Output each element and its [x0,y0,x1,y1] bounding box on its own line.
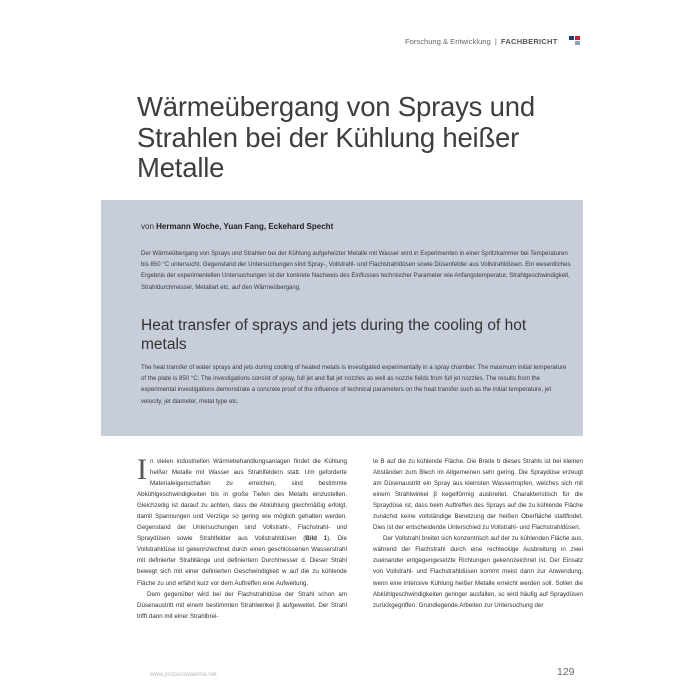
paragraph: te B auf die zu kühlende Fläche. Die Breite b dieses Strahls ist bei kleinen Abständen zum Blech im Allgemeinen sehr gering. Die Spraydüse erzeugt am Düsenaustritt ein Spray aus kleinsten Wassertropfen, welches sich mit einem Strahlwinkel β kegelförmig ausbreitet. Charakteristisch für die Spraydüse ist, dass beim Auftreffen des Sprays auf die zu kühlende Fläche zunächst keine vollständige Benetzung der heißen Oberfläche stattfindet. Dies ist der entscheidende Unterschied zu Vollstrahl- und Flachstrahldüsen. [373,458,583,532]
body-column-left [137,453,347,622]
drop-cap: I [137,453,147,486]
abstract-english: The heat transfer of water sprays and jets during cooling of heated metals is investigated experimentally in a spray chamber. The maximum initial temperature of the plate is 850 °C. The investigations consist of spray, full jet and flat jet nozzles as well as nozzle fields from full jet nozzles. The results from the experimental investigations demonstrate a concrete proof of the influence of technical parameters on the heat transfer such as the initial temperature, jet velocity, jet diameter, metal type etc. [141,364,567,405]
publisher-logo-icon [569,36,583,45]
body-column-right [373,456,583,611]
abstract-german: Der Wärmeübergang von Sprays und Strahlen bei der Kühlung aufgeheizter Metalle mit Wasser wird in Experimenten in einer Spritzkammer bei Temperaturen bis 850 °C untersucht. Gegenstand der Untersuchungen sind Spray-, Vollstrahl- und Flachstrahldüsen sowie Düsenfelder aus Vollstrahldüsen. Ein wesentliches Ergebnis der experimentellen Untersuchungen ist der konkrete Nachweis des Einflusses technischer Parameter wie Anfangstemperatur, Strahlgeschwindigkeit, Strahldurchmesser, Metallart etc. auf den Wärmeübergang. [141,250,571,291]
paragraph-text: n vielen industriellen Wärmebehandlungsanlagen findet die Kühlung heißer Metalle mit Wasser aus Strahlfeldern statt. Um geforderte Materialeigenschaften zu erreichen, sind bestimmte Abkühlgeschwindigkeiten bis in große Tiefen des Metalls einzustellen. Gleichzeitig ist darauf zu achten, dass die Abkühlung gleichmäßig erfolgt, damit Spannungen und Verzüge so gering wie möglich gehalten werden. Gegenstand der Untersuchungen sind Vollstrahl-, Flachstrahl- und Spraydüsen sowie Strahlfelder aus Vollstrahldüsen ( [137,458,347,543]
logo-square-blue [569,36,574,40]
footer-url: www.prozesswaerme.net [150,672,217,678]
paragraph: Der Vollstrahl breitet sich konzentrisch auf der zu kühlenden Fläche aus, während der Flachstrahl durch eine rechteckige Ausbreitung in zwei zueinander entgegengesetzte Richtungen gekennzeichnet ist. Der Einsatz von Vollstrahl- und Flachstrahldüsen kommt meist dann zur Anwendung, wenn eine intensive Kühlung heißer Metalle erreicht werden soll. Sollen die Abkühlgeschwindigkeiten geringer ausfallen, so wird häufig auf Spraydüsen zurückgegriffen. Grundlegende Arbeiten zur Untersuchung der [373,535,583,609]
byline-prefix: von [141,222,154,231]
figure-reference: Bild 1 [305,535,328,543]
abstract-box [101,200,583,436]
logo-square-red [575,36,580,40]
running-header [405,37,558,46]
header-section: Forschung & Entwicklung [405,37,491,46]
byline-authors: Hermann Woche, Yuan Fang, Eckehard Specht [156,222,334,231]
page-number: 129 [557,666,575,678]
paragraph [137,453,347,589]
article-title: Wärmeübergang von Sprays und Strahlen bei der Kühlung heißer Metalle [137,91,535,183]
logo-square-lightblue [575,41,580,45]
english-title: Heat transfer of sprays and jets during the cooling of hot metals [141,317,527,353]
paragraph-text: ). Die Vollstrahldüse ist gekennzeichnet durch einen geschlossenen Wasserstrahl mit definierter Strahllänge und definiertem Durchmesser d. Dieser Strahl bewegt sich mit einer definierten Geschwindigkeit w auf die zu kühlende Fläche zu und erfährt kurz vor dem Auftreffen eine Aufweitung. [137,535,347,587]
byline [141,222,333,231]
paragraph: Dem gegenüber wird bei der Flachstrahldüse der Strahl schon am Düsenaustritt mit einem bestimmten Strahlwinkel β aufgeweitet. Der Strahl trifft dann mit einer Strahlbrei- [137,590,347,620]
header-separator: | [494,37,497,46]
header-category: FACHBERICHT [500,37,558,46]
